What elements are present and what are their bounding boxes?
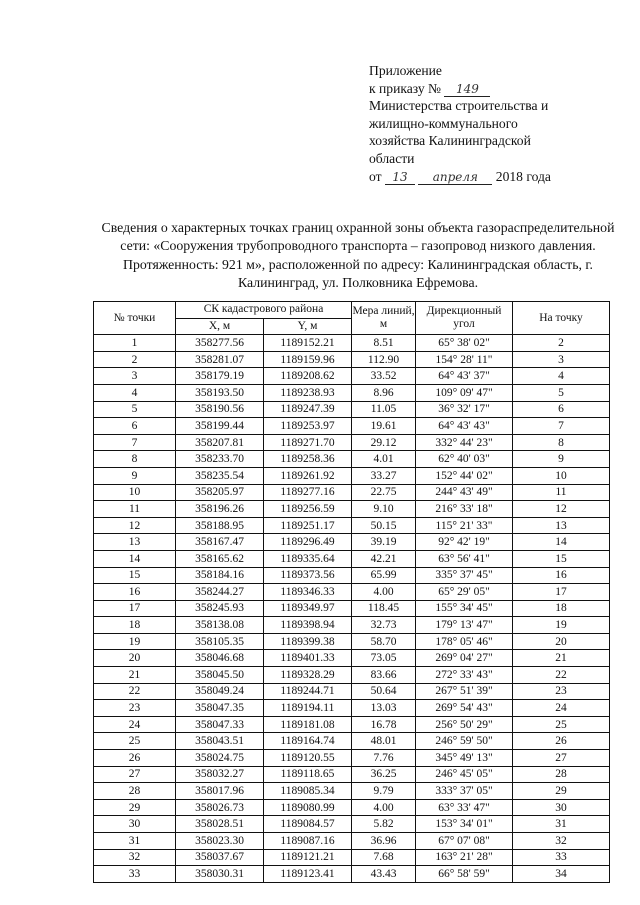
table-row <box>94 567 610 584</box>
cell-direction-angle: 154° 28' 11" <box>416 351 513 368</box>
cell-direction-angle: 269° 54' 43" <box>416 700 513 717</box>
cell-y: 1189328.29 <box>264 667 352 684</box>
cell-y: 1189121.21 <box>264 849 352 866</box>
cell-x: 358138.08 <box>176 617 264 634</box>
cell-direction-angle: 67° 07' 08" <box>416 833 513 850</box>
cell-point-number: 18 <box>94 617 176 634</box>
cell-line-length: 7.68 <box>352 849 416 866</box>
cell-direction-angle: 64° 43' 43" <box>416 418 513 435</box>
order-prefix: к приказу № <box>369 80 442 96</box>
cell-x: 358165.62 <box>176 550 264 567</box>
ministry-line-1: Министерства строительства и <box>369 98 549 114</box>
appendix-title: Приложение <box>369 63 442 78</box>
cell-point-number: 24 <box>94 716 176 733</box>
cell-direction-angle: 335° 37' 45" <box>416 567 513 584</box>
cell-to-point: 34 <box>513 866 610 883</box>
table-row <box>94 667 610 684</box>
table-row <box>94 716 610 733</box>
cell-x: 358017.96 <box>176 783 264 800</box>
cell-direction-angle: 64° 43' 37" <box>416 368 513 385</box>
cell-point-number: 17 <box>94 600 176 617</box>
cell-point-number: 23 <box>94 700 176 717</box>
cell-x: 358233.70 <box>176 451 264 468</box>
cell-direction-angle: 63° 56' 41" <box>416 550 513 567</box>
cell-x: 358205.97 <box>176 484 264 501</box>
cell-line-length: 48.01 <box>352 733 416 750</box>
cell-line-length: 43.43 <box>352 866 416 883</box>
cell-line-length: 19.61 <box>352 418 416 435</box>
cell-line-length: 4.01 <box>352 451 416 468</box>
cell-line-length: 9.10 <box>352 501 416 518</box>
cell-to-point: 16 <box>513 567 610 584</box>
cell-y: 1189261.92 <box>264 467 352 484</box>
table-row <box>94 384 610 401</box>
cell-to-point: 9 <box>513 451 610 468</box>
cell-y: 1189277.16 <box>264 484 352 501</box>
cell-x: 358277.56 <box>176 335 264 352</box>
cell-point-number: 22 <box>94 683 176 700</box>
cell-point-number: 2 <box>94 351 176 368</box>
cell-y: 1189181.08 <box>264 716 352 733</box>
table-row <box>94 351 610 368</box>
cell-x: 358179.19 <box>176 368 264 385</box>
cell-line-length: 42.21 <box>352 550 416 567</box>
cell-direction-angle: 246° 59' 50" <box>416 733 513 750</box>
cell-to-point: 25 <box>513 716 610 733</box>
table-row <box>94 783 610 800</box>
cell-x: 358281.07 <box>176 351 264 368</box>
cell-line-length: 8.51 <box>352 335 416 352</box>
cell-to-point: 31 <box>513 816 610 833</box>
cell-point-number: 28 <box>94 783 176 800</box>
cell-point-number: 8 <box>94 451 176 468</box>
table-row <box>94 534 610 551</box>
table-row <box>94 451 610 468</box>
cell-y: 1189247.39 <box>264 401 352 418</box>
cell-line-length: 13.03 <box>352 700 416 717</box>
cell-point-number: 4 <box>94 384 176 401</box>
cell-x: 358047.33 <box>176 716 264 733</box>
cell-direction-angle: 63° 33' 47" <box>416 799 513 816</box>
cell-y: 1189194.11 <box>264 700 352 717</box>
table-row <box>94 584 610 601</box>
cell-point-number: 14 <box>94 550 176 567</box>
cell-line-length: 9.79 <box>352 783 416 800</box>
cell-direction-angle: 244° 43' 49" <box>416 484 513 501</box>
header-direction-angle: Дирекционный угол <box>416 302 513 335</box>
cell-point-number: 15 <box>94 567 176 584</box>
table-row <box>94 550 610 567</box>
cell-line-length: 33.27 <box>352 467 416 484</box>
cell-point-number: 20 <box>94 650 176 667</box>
cell-direction-angle: 246° 45' 05" <box>416 766 513 783</box>
table-row <box>94 600 610 617</box>
cell-x: 358188.95 <box>176 517 264 534</box>
cell-line-length: 36.96 <box>352 833 416 850</box>
cell-y: 1189123.41 <box>264 866 352 883</box>
cell-direction-angle: 269° 04' 27" <box>416 650 513 667</box>
table-row <box>94 866 610 883</box>
table-row <box>94 633 610 650</box>
cell-line-length: 118.45 <box>352 600 416 617</box>
document-title: Сведения о характерных точках границ охранной зоны объекта газораспределительной сети: «Сооружения трубопроводного транспорта – газопровод низкого давления. Протяженность: 921 м», расположенной по адресу: Калининградская область, г. Калининград, ул. Полковника Ефремова. <box>101 220 615 291</box>
cell-point-number: 30 <box>94 816 176 833</box>
cell-to-point: 28 <box>513 766 610 783</box>
cell-direction-angle: 345° 49' 13" <box>416 750 513 767</box>
cell-y: 1189335.64 <box>264 550 352 567</box>
cell-line-length: 58.70 <box>352 633 416 650</box>
table-row <box>94 766 610 783</box>
cell-direction-angle: 179° 13' 47" <box>416 617 513 634</box>
cell-x: 358028.51 <box>176 816 264 833</box>
cell-direction-angle: 152° 44' 02" <box>416 467 513 484</box>
table-header <box>94 302 610 335</box>
cell-to-point: 29 <box>513 783 610 800</box>
cell-direction-angle: 92° 42' 19" <box>416 534 513 551</box>
cell-line-length: 33.52 <box>352 368 416 385</box>
cell-to-point: 19 <box>513 617 610 634</box>
table-row <box>94 617 610 634</box>
cell-x: 358037.67 <box>176 849 264 866</box>
cell-y: 1189296.49 <box>264 534 352 551</box>
cell-x: 358026.73 <box>176 799 264 816</box>
cell-direction-angle: 256° 50' 29" <box>416 716 513 733</box>
table-row <box>94 750 610 767</box>
cell-line-length: 29.12 <box>352 434 416 451</box>
table-row <box>94 700 610 717</box>
cell-line-length: 5.82 <box>352 816 416 833</box>
cell-point-number: 33 <box>94 866 176 883</box>
appendix-block <box>369 62 609 185</box>
cell-x: 358207.81 <box>176 434 264 451</box>
table-row <box>94 401 610 418</box>
cell-to-point: 15 <box>513 550 610 567</box>
cell-point-number: 12 <box>94 517 176 534</box>
table-row <box>94 799 610 816</box>
date-prefix: от <box>369 168 382 184</box>
ministry-line-2: жилищно-коммунального <box>369 115 518 131</box>
cell-to-point: 18 <box>513 600 610 617</box>
cell-line-length: 8.96 <box>352 384 416 401</box>
cell-y: 1189087.16 <box>264 833 352 850</box>
cell-y: 1189258.36 <box>264 451 352 468</box>
handwritten-order-number: 149 <box>444 82 490 97</box>
cell-direction-angle: 36° 32' 17" <box>416 401 513 418</box>
table-row <box>94 418 610 435</box>
cell-direction-angle: 272° 33' 43" <box>416 667 513 684</box>
table-row <box>94 368 610 385</box>
cell-point-number: 6 <box>94 418 176 435</box>
table-row <box>94 650 610 667</box>
cell-direction-angle: 333° 37' 05" <box>416 783 513 800</box>
cell-direction-angle: 216° 33' 18" <box>416 501 513 518</box>
cell-to-point: 10 <box>513 467 610 484</box>
cell-point-number: 16 <box>94 584 176 601</box>
cell-line-length: 11.05 <box>352 401 416 418</box>
cell-to-point: 8 <box>513 434 610 451</box>
cell-point-number: 21 <box>94 667 176 684</box>
cell-y: 1189152.21 <box>264 335 352 352</box>
cell-to-point: 7 <box>513 418 610 435</box>
cell-y: 1189346.33 <box>264 584 352 601</box>
cell-direction-angle: 178° 05' 46" <box>416 633 513 650</box>
boundary-points-table <box>93 301 610 883</box>
cell-x: 358190.56 <box>176 401 264 418</box>
cell-to-point: 20 <box>513 633 610 650</box>
header-line-length: Мера линий, м <box>352 302 416 335</box>
table-row <box>94 816 610 833</box>
cell-point-number: 27 <box>94 766 176 783</box>
cell-line-length: 73.05 <box>352 650 416 667</box>
cell-line-length: 112.90 <box>352 351 416 368</box>
cell-x: 358032.27 <box>176 766 264 783</box>
cell-direction-angle: 163° 21' 28" <box>416 849 513 866</box>
header-to-point: На точку <box>513 302 610 335</box>
cell-x: 358167.47 <box>176 534 264 551</box>
table-row <box>94 434 610 451</box>
cell-to-point: 21 <box>513 650 610 667</box>
cell-to-point: 14 <box>513 534 610 551</box>
cell-point-number: 32 <box>94 849 176 866</box>
cell-x: 358199.44 <box>176 418 264 435</box>
cell-y: 1189244.71 <box>264 683 352 700</box>
cell-x: 358193.50 <box>176 384 264 401</box>
table-row <box>94 501 610 518</box>
cell-y: 1189208.62 <box>264 368 352 385</box>
cell-line-length: 36.25 <box>352 766 416 783</box>
cell-line-length: 65.99 <box>352 567 416 584</box>
table-row <box>94 335 610 352</box>
header-point-number: № точки <box>94 302 176 335</box>
cell-to-point: 23 <box>513 683 610 700</box>
table-row <box>94 833 610 850</box>
cell-direction-angle: 115° 21' 33" <box>416 517 513 534</box>
cell-y: 1189398.94 <box>264 617 352 634</box>
cell-line-length: 4.00 <box>352 799 416 816</box>
cell-x: 358047.35 <box>176 700 264 717</box>
cell-point-number: 13 <box>94 534 176 551</box>
cell-y: 1189373.56 <box>264 567 352 584</box>
cell-x: 358023.30 <box>176 833 264 850</box>
cell-y: 1189118.65 <box>264 766 352 783</box>
cell-x: 358043.51 <box>176 733 264 750</box>
cell-point-number: 10 <box>94 484 176 501</box>
cell-direction-angle: 62° 40' 03" <box>416 451 513 468</box>
ministry-line-4: области <box>369 150 415 166</box>
cell-y: 1189238.93 <box>264 384 352 401</box>
cell-direction-angle: 155° 34' 45" <box>416 600 513 617</box>
header-y: Y, м <box>264 318 352 335</box>
ministry-line-3: хозяйства Калининградской <box>369 133 531 149</box>
cell-line-length: 32.73 <box>352 617 416 634</box>
cell-x: 358184.16 <box>176 567 264 584</box>
cell-line-length: 50.15 <box>352 517 416 534</box>
cell-y: 1189401.33 <box>264 650 352 667</box>
cell-y: 1189399.38 <box>264 633 352 650</box>
cell-point-number: 5 <box>94 401 176 418</box>
cell-y: 1189080.99 <box>264 799 352 816</box>
cell-point-number: 31 <box>94 833 176 850</box>
table-row <box>94 733 610 750</box>
cell-to-point: 22 <box>513 667 610 684</box>
cell-y: 1189271.70 <box>264 434 352 451</box>
cell-to-point: 11 <box>513 484 610 501</box>
cell-point-number: 26 <box>94 750 176 767</box>
cell-y: 1189349.97 <box>264 600 352 617</box>
cell-x: 358045.50 <box>176 667 264 684</box>
table-row <box>94 517 610 534</box>
cell-line-length: 4.00 <box>352 584 416 601</box>
cell-direction-angle: 332° 44' 23" <box>416 434 513 451</box>
cell-direction-angle: 65° 38' 02" <box>416 335 513 352</box>
cell-point-number: 9 <box>94 467 176 484</box>
cell-y: 1189085.34 <box>264 783 352 800</box>
cell-direction-angle: 65° 29' 05" <box>416 584 513 601</box>
date-suffix: 2018 года <box>495 168 551 184</box>
cell-point-number: 11 <box>94 501 176 518</box>
cell-y: 1189256.59 <box>264 501 352 518</box>
cell-x: 358235.54 <box>176 467 264 484</box>
cell-to-point: 17 <box>513 584 610 601</box>
cell-x: 358244.27 <box>176 584 264 601</box>
cell-y: 1189164.74 <box>264 733 352 750</box>
cell-to-point: 32 <box>513 833 610 850</box>
cell-to-point: 26 <box>513 733 610 750</box>
cell-y: 1189251.17 <box>264 517 352 534</box>
cell-point-number: 19 <box>94 633 176 650</box>
cell-line-length: 39.19 <box>352 534 416 551</box>
cell-direction-angle: 109° 09' 47" <box>416 384 513 401</box>
cell-x: 358024.75 <box>176 750 264 767</box>
cell-line-length: 83.66 <box>352 667 416 684</box>
cell-to-point: 30 <box>513 799 610 816</box>
cell-point-number: 1 <box>94 335 176 352</box>
cell-x: 358049.24 <box>176 683 264 700</box>
handwritten-date-month: апреля <box>418 170 492 185</box>
cell-line-length: 16.78 <box>352 716 416 733</box>
cell-line-length: 22.75 <box>352 484 416 501</box>
cell-to-point: 27 <box>513 750 610 767</box>
date-line <box>369 168 609 186</box>
table-row <box>94 683 610 700</box>
cell-to-point: 5 <box>513 384 610 401</box>
cell-line-length: 7.76 <box>352 750 416 767</box>
table-row <box>94 467 610 484</box>
cell-point-number: 25 <box>94 733 176 750</box>
cell-point-number: 3 <box>94 368 176 385</box>
cell-y: 1189159.96 <box>264 351 352 368</box>
cell-to-point: 3 <box>513 351 610 368</box>
order-number-line <box>369 80 609 98</box>
cell-x: 358105.35 <box>176 633 264 650</box>
cell-x: 358245.93 <box>176 600 264 617</box>
cell-x: 358046.68 <box>176 650 264 667</box>
cell-y: 1189253.97 <box>264 418 352 435</box>
cell-x: 358196.26 <box>176 501 264 518</box>
table-row <box>94 849 610 866</box>
cell-direction-angle: 66° 58' 59" <box>416 866 513 883</box>
cell-line-length: 50.64 <box>352 683 416 700</box>
handwritten-date-day: 13 <box>385 170 415 185</box>
cell-point-number: 29 <box>94 799 176 816</box>
cell-y: 1189120.55 <box>264 750 352 767</box>
cell-to-point: 13 <box>513 517 610 534</box>
cell-to-point: 4 <box>513 368 610 385</box>
cell-y: 1189084.57 <box>264 816 352 833</box>
cell-x: 358030.31 <box>176 866 264 883</box>
cell-to-point: 12 <box>513 501 610 518</box>
cell-to-point: 24 <box>513 700 610 717</box>
cell-to-point: 2 <box>513 335 610 352</box>
cell-point-number: 7 <box>94 434 176 451</box>
cell-direction-angle: 153° 34' 01" <box>416 816 513 833</box>
cell-direction-angle: 267° 51' 39" <box>416 683 513 700</box>
cell-to-point: 33 <box>513 849 610 866</box>
header-x: X, м <box>176 318 264 335</box>
cell-to-point: 6 <box>513 401 610 418</box>
header-cadastral-system: СК кадастрового района <box>176 302 352 319</box>
table-body <box>94 335 610 883</box>
table-row <box>94 484 610 501</box>
